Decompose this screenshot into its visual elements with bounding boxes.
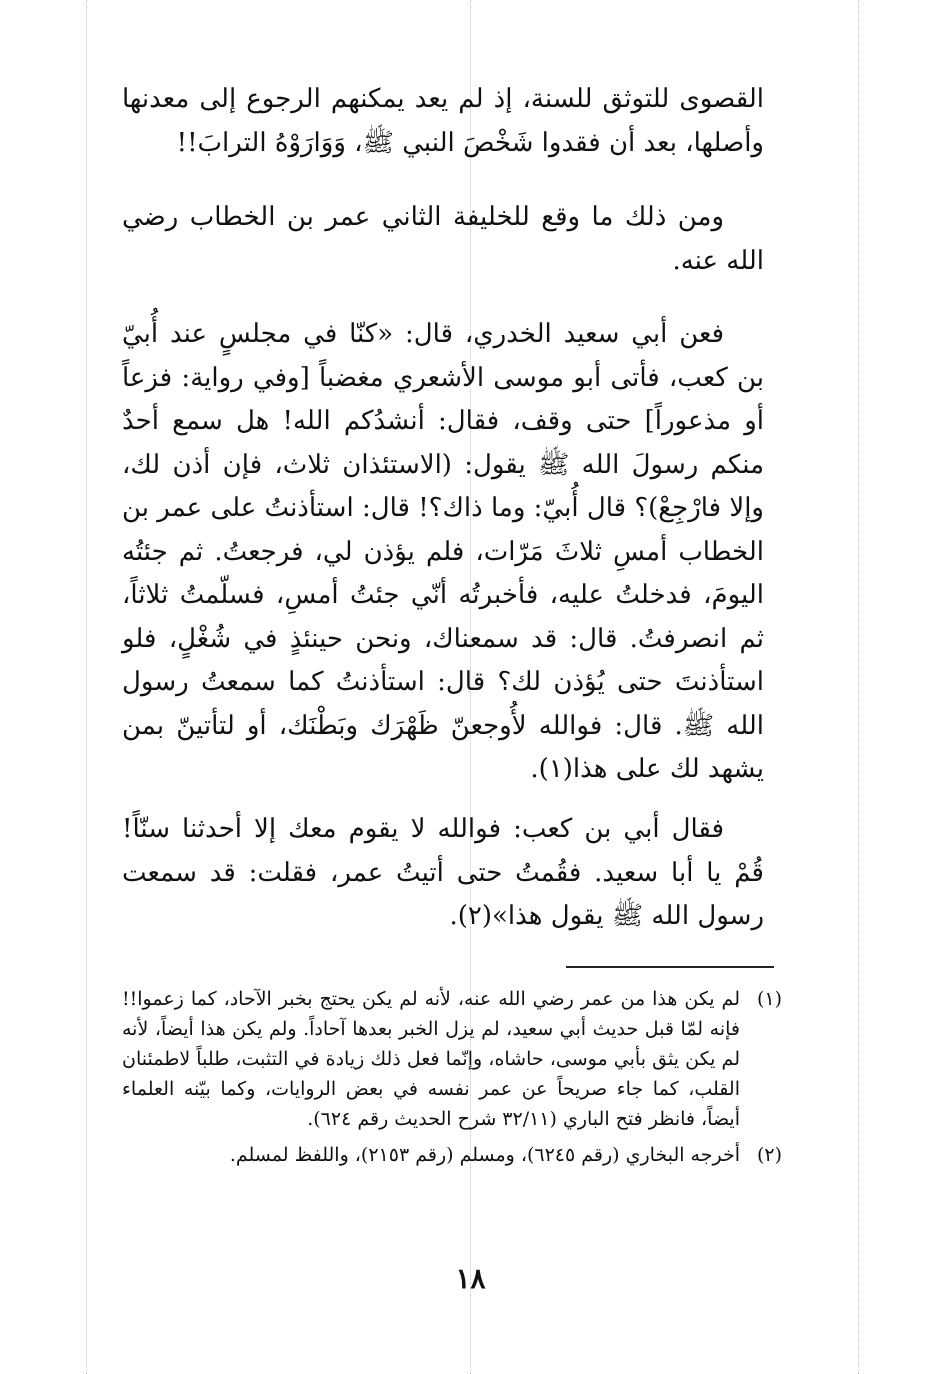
footnote-text: لم يكن هذا من عمر رضي الله عنه، لأنه لم يكن يحتج بخبر الآحاد، كما زعموا!! فإنه لمّا قبل حديث أبي سعيد، لم يزل الخبر بعدها آحاداً. ولم يكن هذا أيضاً، لأنه لم يكن يثق بأبي موسى، حاشاه، وإنّما فعل ذلك زيادة في التثبت، طلباً لاطمئنان القلب، كما جاء صريحاً عن عمر نفسه في بعض الروايات، وكما بيّنه العلماء أيضاً، فانظر فتح الباري (٣٢/١١ شرح الحديث رقم ٦٢٤). <box>122 988 740 1130</box>
footnote-number: (١) <box>756 988 782 1010</box>
body-paragraph-1: القصوى للتوثق للسنة، إذ لم يعد يمكنهم الرجوع إلى معدنها وأصلها، بعد أن فقدوا شَخْصَ النبي ﷺ، وَوَارَوْهُ الترابَ!! <box>122 84 764 158</box>
footnote-number: (٢) <box>756 1144 782 1166</box>
body-paragraph-4: فقال أبي بن كعب: فوالله لا يقوم معك إلا أحدثنا سنّاً! قُمْ يا أبا سعيد. فقُمتُ حتى أتيتُ عمر، فقلت: قد سمعت رسول الله ﷺ يقول هذا»(٢). <box>122 814 764 931</box>
footnotes <box>122 984 782 1176</box>
footnote-1 <box>122 984 782 1134</box>
body-paragraph-3: فعن أبي سعيد الخدري، قال: «كنّا في مجلسٍ عند أُبيّ بن كعب، فأتى أبو موسى الأشعري مغضباً [وفي رواية: فزعاً أو مذعوراً] حتى وقف، فقال: أنشدُكم الله! هل سمع أحدٌ منكم رسولَ الله ﷺ يقول: (الاستئذان ثلاث، فإن أذن لك، وإلا فارْجِعْ)؟ قال أُبيّ: وما ذاك؟! قال: استأذنتُ على عمر بن الخطاب أمسِ ثلاثَ مَرّات، فلم يؤذن لي، فرجعتُ. ثم جئتُه اليومَ، فدخلتُ عليه، فأخبرتُه أنّي جئتُ أمسِ، فسلّمتُ ثلاثاً، ثم انصرفتُ. قال: قد سمعناك، ونحن حينئذٍ في شُغْلٍ، فلو استأذنتَ حتى يُؤذن لك؟ قال: استأذنتُ كما سمعتُ رسول الله ﷺ. قال: فوالله لأُوجعنّ ظَهْرَك وبَطْنَك، أو لتأتينّ بمن يشهد لك على هذا(١). <box>122 319 764 784</box>
page-number: ١٨ <box>455 1262 486 1295</box>
footnote-2 <box>122 1140 782 1170</box>
scan-guide-line <box>86 0 87 1374</box>
footnote-text: أخرجه البخاري (رقم ٦٢٤٥)، ومسلم (رقم ٢١٥٣)، واللفظ لمسلم. <box>229 1144 740 1166</box>
footnote-separator <box>566 966 774 968</box>
scan-guide-line <box>858 0 859 1374</box>
body-paragraph-2: ومن ذلك ما وقع للخليفة الثاني عمر بن الخطاب رضي الله عنه. <box>122 202 764 276</box>
